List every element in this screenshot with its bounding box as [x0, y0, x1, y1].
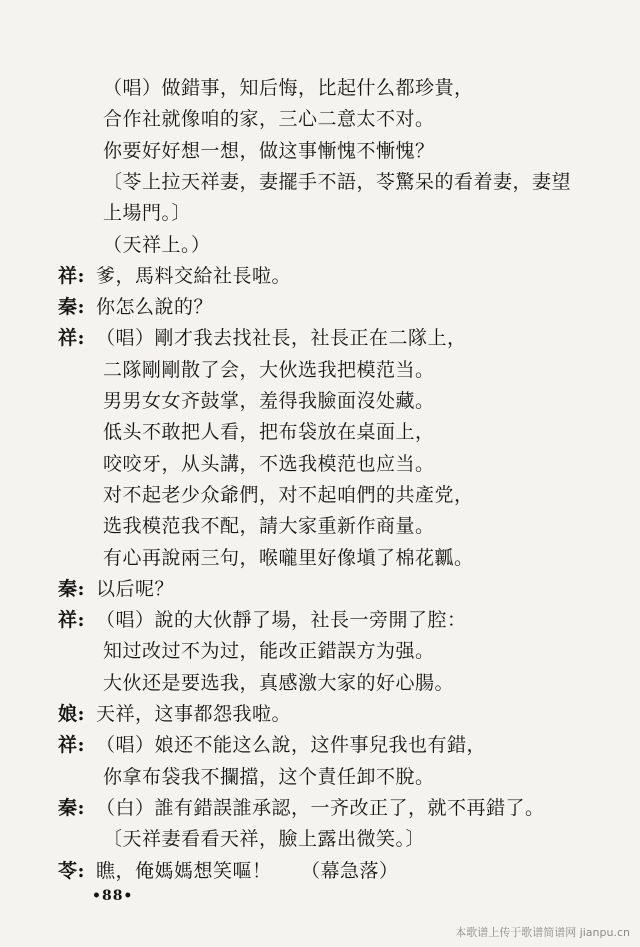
speaker-label: 祥: — [58, 734, 86, 757]
dialogue-text: 选我模范我不配，請大家重新作商量。 — [103, 515, 435, 538]
dialogue-text: （唱）說的大伙靜了場，社長一旁開了腔： — [96, 609, 467, 632]
dialogue-text: 大伙还是要选我，真感激大家的好心腸。 — [103, 671, 455, 694]
dialogue-text: 你要好好想一想，做这事慚愧不慚愧？ — [103, 139, 435, 162]
speaker-label: 秦: — [58, 296, 86, 319]
dialogue-text: 天祥，这事都怨我啦。 — [96, 703, 292, 725]
dialogue-text: 男男女女齐鼓掌，羞得我臉面沒处藏。 — [103, 390, 435, 412]
speaker-label: 秦: — [58, 796, 86, 819]
dialogue-text: 你拿布袋我不攔擋，这个責任卸不脫。 — [103, 765, 435, 788]
dialogue-text: （唱）剛才我去找社長，社長正在二隊上， — [96, 327, 467, 350]
dialogue-text: 对不起老少众爺們，对不起咱們的共產党， — [103, 483, 474, 506]
speaker-label: 秦: — [58, 577, 86, 600]
speaker-label: 祥: — [58, 264, 86, 287]
dialogue-text: 咬咬牙，从头講，不选我模范也应当。 — [103, 452, 435, 475]
speaker-label: 祥: — [58, 609, 86, 632]
dialogue-text: 有心再說兩三句，喉嚨里好像塡了棉花瓤。 — [103, 546, 474, 569]
page-number: •88• — [92, 888, 134, 904]
dialogue-text: 〔苓上拉天祥妻，妻擺手不語，苓驚呆的看着妻，妻望 — [103, 170, 572, 193]
dialogue-text: 爹，馬料交給社長啦。 — [96, 264, 292, 287]
dialogue-text: （天祥上。） — [103, 233, 211, 256]
dialogue-text: 知过改过不为过，能改正錯誤方为强。 — [103, 640, 435, 663]
speaker-label: 祥: — [58, 327, 86, 350]
speaker-label: 娘: — [58, 703, 86, 725]
dialogue-text: （唱）娘还不能这么說，这件事兒我也有錯， — [96, 734, 487, 757]
speaker-label: 苓: — [58, 859, 86, 882]
dialogue-text: 〔天祥妻看看天祥，臉上露出微笑。〕 — [103, 828, 426, 851]
dialogue-text: 低头不敢把人看，把布袋放在桌面上， — [103, 421, 435, 444]
site-watermark: 本歌谱上传于歌谱简谱网 jianpu.cn — [455, 926, 630, 939]
dialogue-text: 上場門。〕 — [103, 202, 192, 225]
dialogue-text: （白）誰有錯誤誰承認，一齐改正了，就不再錯了。 — [96, 796, 545, 819]
dialogue-text: 你怎么說的？ — [96, 296, 214, 319]
dialogue-text: 以后呢？ — [96, 577, 175, 600]
dialogue-text: 合作社就像咱的家，三心二意太不对。 — [103, 108, 435, 131]
dialogue-text: 二隊剛剛散了会，大伙选我把模范当。 — [103, 358, 435, 381]
dialogue-text: （唱）做錯事，知后悔，比起什么都珍貴， — [103, 77, 474, 99]
dialogue-text: 瞧，俺媽媽想笑嘔！ （幕急落） — [96, 859, 399, 882]
